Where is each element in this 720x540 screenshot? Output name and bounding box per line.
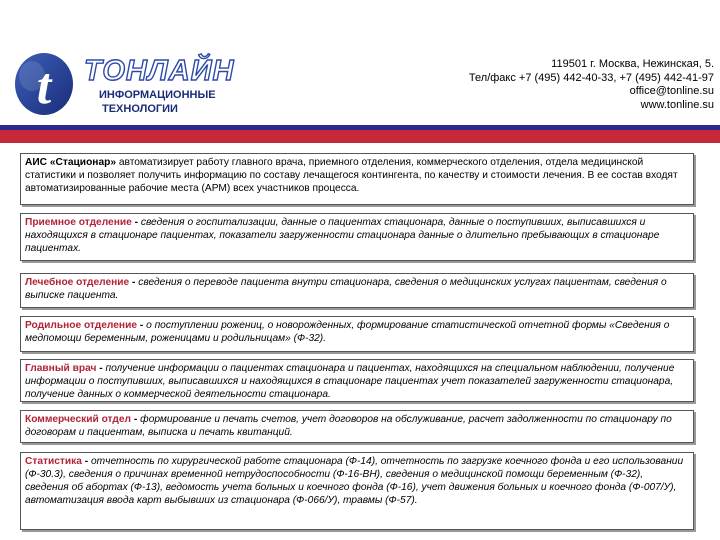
intro-text: автоматизирует работу главного врача, приемного отделения, коммерческого отделения, отдела медицинской статистики и позволяет получить информацию по составу лечащегося контингента, по качеству и стоимости лечения. В ее состав входят автоматизированные рабочие места (АРМ) всех участников процесса. (25, 157, 678, 194)
section-text: получение информации о пациентах стационара и пациентах, находящихся на специальном наблюдении, получение информации о поступивших, выписавшихся и находящихся в стационаре пациентах учет показателей загруженности стационара, получение данных о коммерческой деятельности стационара. (25, 363, 675, 400)
section-title: Родильное отделение (25, 320, 138, 331)
section-chief-doctor: Главный врач - получение информации о пациентах стационара и пациентах, находящихся на специальном наблюдении, получение информации о поступивших, выписавшихся и находящихся в стационаре пациентах учет показателей загруженности стационара, получение данных о коммерческой деятельности стационара. (20, 359, 694, 402)
svg-text:ТОНЛАЙН: ТОНЛАЙН (84, 55, 235, 87)
section-text: сведения о переводе пациента внутри стационара, сведения о медицинских услугах пациентам, сведения о выписке пациента. (25, 277, 667, 301)
contact-phone: Тел/факс +7 (495) 442-40-33, +7 (495) 442-41-97 (468, 71, 714, 84)
contact-info (469, 58, 714, 112)
contact-address: 119501 г. Москва, Нежинская, 5. (551, 58, 714, 70)
section-title: Главный врач (25, 363, 97, 374)
section-text: формирование и печать счетов, учет договоров на обслуживание, расчет задолженности по стационару по договорам и пациентам, выписка и печать квитанций. (25, 414, 672, 438)
section-reception: Приемное отделение - сведения о госпитализации, данные о пациентах стационара, данные о поступивших, выписавшихся и находящихся в стационаре пациентах, показатели загруженности стационара данные о длительно пребывающих в стационаре пациентах. (20, 213, 694, 261)
section-commercial: Коммерческий отдел - формирование и печать счетов, учет договоров на обслуживание, расчет задолженности по стационару по договорам и пациентам, выписка и печать квитанций. (20, 410, 694, 443)
svg-text:t: t (36, 58, 52, 115)
contact-website[interactable]: www.tonline.su (640, 98, 714, 111)
logo-graphic (4, 52, 235, 122)
section-title: Статистика (25, 456, 82, 467)
header (0, 0, 720, 125)
header-divider-red (0, 130, 720, 143)
intro-title: АИС «Стационар» (25, 157, 117, 168)
section-text: сведения о госпитализации, данные о пациентах стационара, данные о поступивших, выписавшихся и находящихся в стационаре пациентах, показатели загруженности стационара данные о длительно пребывающих в стационаре пациентах. (25, 217, 660, 254)
svg-text:ИНФОРМАЦИОННЫЕ: ИНФОРМАЦИОННЫЕ (99, 89, 216, 101)
section-treatment: Лечебное отделение - сведения о переводе пациента внутри стационара, сведения о медицинских услугах пациентам, сведения о выписке пациента. (20, 273, 694, 308)
section-text: о поступлении рожениц, о новорожденных, формирование статистической отчетной формы «Сведения о медпомощи беременным, роженицами и родильницам» (Ф-32). (25, 320, 670, 344)
section-maternity: Родильное отделение - о поступлении рожениц, о новорожденных, формирование статистической отчетной формы «Сведения о медпомощи беременным, роженицами и родильницам» (Ф-32). (20, 316, 694, 352)
section-title: Лечебное отделение (25, 277, 130, 288)
section-title: Приемное отделение (25, 217, 132, 228)
section-statistics: Статистика - отчетность по хирургической работе стационара (Ф-14), отчетность по загрузке коечного фонда и его использовании (Ф-30.3), сведения о причинах временной нетрудоспособности (Ф-16-ВН), сведения о медицинской помощи беременным (Ф-32), сведения об абортах (Ф-13), ведомость учета больных и коечного фонда (Ф-16), учет движения больных и коечного фонда (Ф-007/У), автоматизация ввода карт выбывших из стационара (Ф-066/У), травмы (Ф-57). (20, 452, 694, 530)
intro-box (20, 153, 694, 205)
section-title: Коммерческий отдел (25, 414, 132, 425)
company-logo (4, 52, 235, 122)
contact-email[interactable]: office@tonline.su (629, 85, 714, 97)
section-text: отчетность по хирургической работе стационара (Ф-14), отчетность по загрузке коечного фонда и его использовании (Ф-30.3), сведения о причинах временной нетрудоспособности (Ф-16-ВН), сведения о медицинской помощи беременным (Ф-32), сведения об абортах (Ф-13), ведомость учета больных и коечного фонда (Ф-16), учет движения больных и коечного фонда (Ф-007/У), автоматизация ввода карт выбывших из стационара (Ф-066/У), травмы (Ф-57). (25, 456, 684, 506)
svg-text:ТЕХНОЛОГИИ: ТЕХНОЛОГИИ (102, 103, 178, 115)
